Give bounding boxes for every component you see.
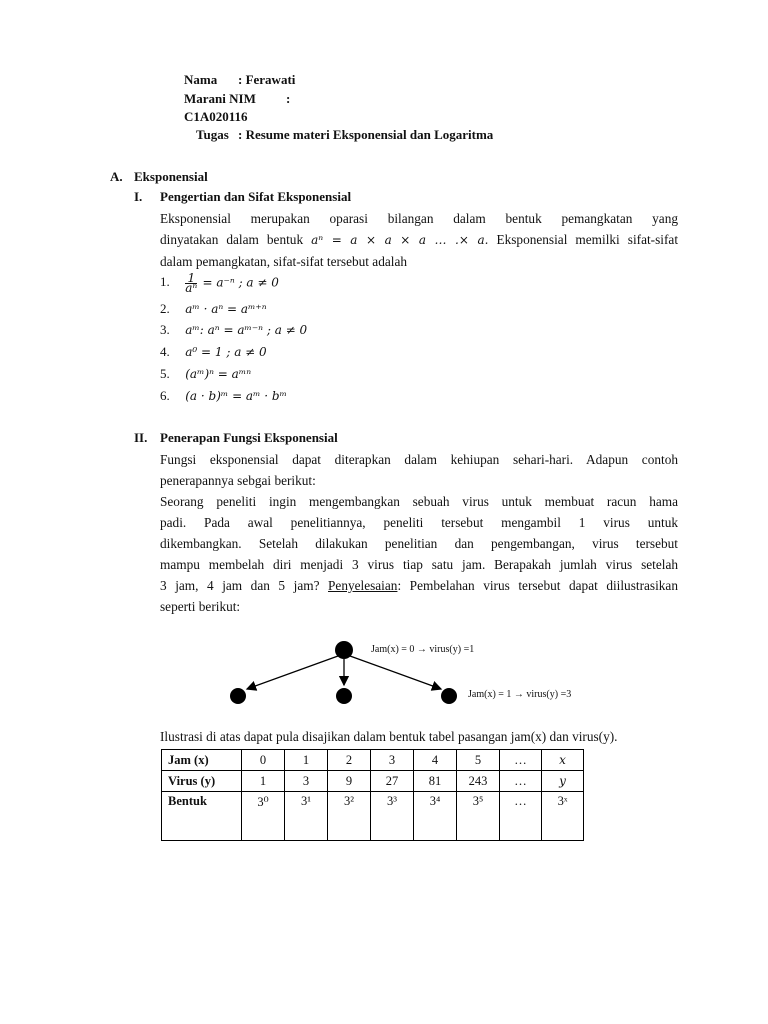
penyelesaian-label: Penyelesaian — [328, 578, 398, 593]
sub1-marker: I. — [134, 189, 143, 204]
property-3 — [160, 322, 307, 338]
table-row-virus — [162, 771, 584, 792]
property-1-formula: = a⁻ⁿ ; a ≠ 0 — [202, 275, 279, 290]
cell: 0 — [242, 750, 285, 771]
arrow-left — [247, 656, 338, 689]
sub1-title: Pengertian dan Sifat Eksponensial — [160, 189, 352, 204]
marani-colon: : — [286, 91, 291, 106]
cell: 5 — [457, 750, 500, 771]
sub1-paragraph — [160, 208, 678, 272]
tugas-value: : Resume materi Eksponensial dan Logaritma — [238, 127, 494, 142]
property-2-num: 2. — [160, 301, 170, 316]
exponent-table — [161, 749, 584, 841]
cell: 3⁰ — [242, 792, 285, 841]
cell: 27 — [371, 771, 414, 792]
sub1-line2-a: dinyatakan dalam bentuk — [160, 232, 304, 247]
sub1-line1: Eksponensial merupakan oparasi bilangan dalam bentuk pemangkatan yang — [160, 211, 678, 226]
sub2-line1: Fungsi eksponensial dapat diterapkan dalam kehiupan sehari-hari. Adapun contoh — [160, 452, 678, 467]
sub2-line6: mampu membelah diri menjadi 3 virus tiap satu jam. Berapakah jumlah virus setelah — [160, 557, 678, 572]
table-caption: Ilustrasi di atas dapat pula disajikan dalam bentuk tabel pasangan jam(x) dan virus(y). — [160, 729, 618, 744]
fraction — [185, 271, 198, 295]
virus-child-node-1 — [230, 688, 246, 704]
nama-value: : Ferawati — [238, 72, 296, 87]
sub2-line3: Seorang peneliti ingin mengembangkan sebuah virus untuk membuat racun hama — [160, 494, 678, 509]
section-a-marker: A. — [110, 169, 123, 184]
property-1-num: 1. — [160, 274, 170, 290]
sub2-line7 — [160, 575, 678, 596]
cell: 3 — [285, 771, 328, 792]
property-4 — [160, 344, 267, 360]
virus-child-node-3 — [441, 688, 457, 704]
property-2 — [160, 301, 267, 317]
property-5-num: 5. — [160, 366, 170, 381]
sub2-paragraph — [160, 449, 678, 617]
fraction-denominator: aⁿ — [185, 281, 198, 295]
sub1-line2 — [160, 229, 678, 251]
property-5-formula: (aᵐ)ⁿ = aᵐⁿ — [185, 367, 252, 381]
sub2-marker: II. — [134, 430, 148, 445]
cell: 4 — [414, 750, 457, 771]
nama-label: Nama — [184, 72, 218, 87]
row-header-bentuk: Bentuk — [162, 792, 242, 841]
property-6 — [160, 388, 287, 404]
property-2-formula: aᵐ · aⁿ = aᵐ⁺ⁿ — [185, 302, 267, 316]
property-1 — [160, 271, 279, 295]
table-row-jam — [162, 750, 584, 771]
cell: … — [500, 792, 542, 841]
cell: 3⁵ — [457, 792, 500, 841]
sub2-line5: dikembangkan. Setelah dilakukan penelitian dan pengembangan, virus tersebut — [160, 536, 678, 551]
property-4-num: 4. — [160, 344, 170, 359]
sub2-title: Penerapan Fungsi Eksponensial — [160, 430, 338, 445]
cell: x — [542, 750, 584, 771]
cell: 3 — [371, 750, 414, 771]
cell: 3¹ — [285, 792, 328, 841]
sub1-line3: dalam pemangkatan, sifat-sifat tersebut adalah — [160, 254, 407, 269]
section-a-title: Eksponensial — [134, 169, 208, 184]
property-5 — [160, 366, 251, 382]
property-6-num: 6. — [160, 388, 170, 403]
sub2-line2: penerapannya sebgai berikut: — [160, 473, 316, 488]
diagram-label-bottom: Jam(x) = 1 → virus(y) =3 — [468, 689, 572, 700]
cell: … — [500, 771, 542, 792]
property-4-formula: a⁰ = 1 ; a ≠ 0 — [185, 345, 267, 359]
cell: 3³ — [371, 792, 414, 841]
cell: 1 — [242, 771, 285, 792]
sub1-line2-formula: aⁿ = a × a × a … .× a. — [311, 233, 489, 247]
cell: … — [500, 750, 542, 771]
cell: 9 — [328, 771, 371, 792]
property-3-formula: aᵐ: aⁿ = aᵐ⁻ⁿ ; a ≠ 0 — [185, 323, 308, 337]
marani-label: Marani NIM — [184, 91, 256, 106]
nim-value: C1A020116 — [184, 109, 248, 124]
property-6-formula: (a · b)ᵐ = aᵐ · bᵐ — [185, 389, 287, 403]
cell: 81 — [414, 771, 457, 792]
cell: 3² — [328, 792, 371, 841]
sub2-line7-b: : Pembelahan virus tersebut dapat diilustrasikan — [397, 578, 678, 593]
cell: 3ˣ — [542, 792, 584, 841]
virus-child-node-2 — [336, 688, 352, 704]
cell: 243 — [457, 771, 500, 792]
diagram-label-top: Jam(x) = 0 → virus(y) =1 — [371, 644, 475, 655]
property-3-num: 3. — [160, 322, 170, 337]
table-row-bentuk — [162, 792, 584, 841]
row-header-jam: Jam (x) — [162, 750, 242, 771]
sub2-line8: seperti berikut: — [160, 599, 241, 614]
cell: y — [542, 771, 584, 792]
row-header-virus: Virus (y) — [162, 771, 242, 792]
cell: 2 — [328, 750, 371, 771]
tugas-label: Tugas — [196, 127, 229, 142]
cell: 3⁴ — [414, 792, 457, 841]
sub2-line7-a: 3 jam, 4 jam dan 5 jam? — [160, 578, 320, 593]
arrow-right — [350, 656, 441, 689]
cell: 1 — [285, 750, 328, 771]
fraction-numerator: 1 — [185, 274, 197, 284]
sub2-line4: padi. Pada awal penelitiannya, peneliti tersebut mengambil 1 virus untuk — [160, 515, 678, 530]
sub1-line2-b: Eksponensial memilki sifat-sifat — [496, 232, 679, 247]
